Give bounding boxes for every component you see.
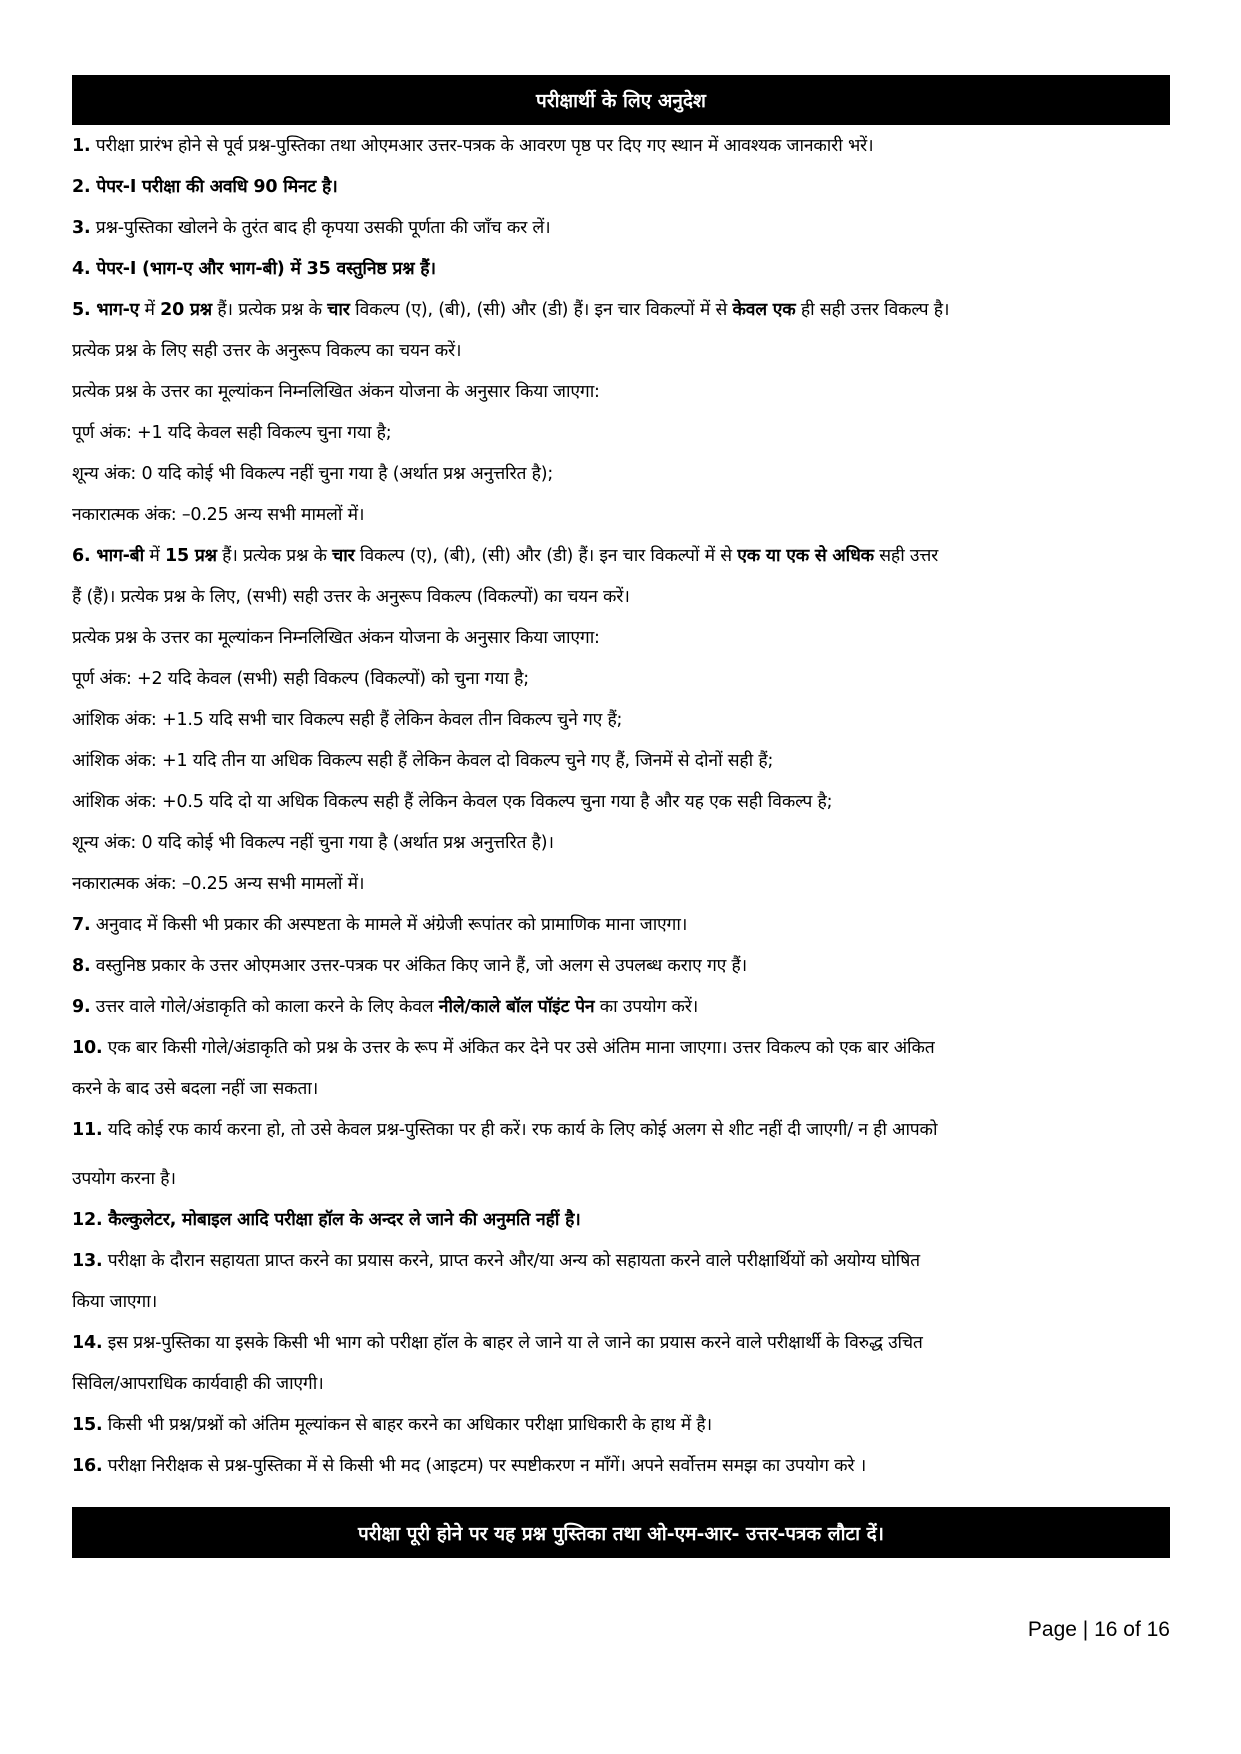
instruction-6-partial-marks-1: आंशिक अंक: +1.5 यदि सभी चार विकल्प सही हैं लेकिन केवल तीन विकल्प चुने गए हैं; — [72, 710, 623, 730]
part-label: भाग-बी — [90, 546, 145, 566]
instruction-text: का उपयोग करें। — [594, 997, 699, 1017]
instruction-text: विकल्प (ए), (बी), (सी) और (डी) हैं। इन चार विकल्पों में से — [349, 300, 733, 320]
instruction-text: ही सही उत्तर विकल्प है। — [795, 300, 950, 320]
instruction-number: 15. — [72, 1415, 103, 1435]
instruction-6-partial-marks-2: आंशिक अंक: +1 यदि तीन या अधिक विकल्प सही हैं लेकिन केवल दो विकल्प चुने गए हैं, जिनमें से दोनों सही हैं; — [72, 751, 774, 771]
instruction-2 — [72, 167, 1172, 208]
part-label: भाग-ए — [90, 300, 140, 320]
emphasis-one-or-more: एक या एक से अधिक — [737, 546, 874, 566]
instruction-number: 13. — [72, 1251, 103, 1271]
instruction-15 — [72, 1405, 1172, 1446]
instruction-6-full-marks: पूर्ण अंक: +2 यदि केवल (सभी) सही विकल्प (विकल्पों) को चुना गया है; — [72, 669, 529, 689]
instruction-5 — [72, 290, 1172, 331]
instruction-text: उत्तर वाले गोले/अंडाकृति को काला करने के लिए केवल — [90, 997, 439, 1017]
instruction-text: परीक्षा के दौरान सहायता प्राप्त करने का प्रयास करने, प्राप्त करने और/या अन्य को सहायता करने वाले परीक्षार्थियों को अयोग्य घोषित — [102, 1251, 920, 1271]
instruction-6-partial-marks-3: आंशिक अंक: +0.5 यदि दो या अधिक विकल्प सही हैं लेकिन केवल एक विकल्प चुना गया है और यह एक सही विकल्प है; — [72, 792, 833, 812]
instruction-9 — [72, 987, 1172, 1028]
instruction-number: 16. — [72, 1456, 103, 1476]
emphasis-four: चार — [327, 300, 350, 320]
instruction-5-zero-marks: शून्य अंक: 0 यदि कोई भी विकल्प नहीं चुना गया है (अर्थात प्रश्न अनुत्तरित है); — [72, 464, 554, 484]
instruction-10-line-2: करने के बाद उसे बदला नहीं जा सकता। — [72, 1079, 319, 1099]
instruction-number: 9. — [72, 997, 91, 1017]
instruction-number: 1. — [72, 136, 91, 156]
return-notice-bar — [72, 1507, 1170, 1558]
instruction-text: प्रश्न-पुस्तिका खोलने के तुरंत बाद ही कृपया उसकी पूर्णता की जाँच कर लें। — [90, 218, 551, 238]
instruction-text: कैल्कुलेटर, मोबाइल आदि परीक्षा हॉल के अन्दर ले जाने की अनुमति नहीं है। — [102, 1210, 581, 1230]
instruction-number: 14. — [72, 1333, 103, 1353]
instructions-heading-bar — [72, 75, 1170, 125]
instruction-number: 3. — [72, 218, 91, 238]
instruction-6-line-3: प्रत्येक प्रश्न के उत्तर का मूल्यांकन निम्नलिखित अंकन योजना के अनुसार किया जाएगा: — [72, 628, 600, 648]
instruction-5-line-3: प्रत्येक प्रश्न के उत्तर का मूल्यांकन निम्नलिखित अंकन योजना के अनुसार किया जाएगा: — [72, 382, 600, 402]
instruction-text: किसी भी प्रश्न/प्रश्नों को अंतिम मूल्यांकन से बाहर करने का अधिकार परीक्षा प्राधिकारी के हाथ में है। — [102, 1415, 712, 1435]
instruction-text: पेपर-I (भाग-ए और भाग-बी) में 35 वस्तुनिष्ठ प्रश्न हैं। — [90, 259, 436, 279]
instruction-13 — [72, 1241, 1172, 1282]
instruction-10 — [72, 1028, 1172, 1069]
instruction-6-zero-marks: शून्य अंक: 0 यदि कोई भी विकल्प नहीं चुना गया है (अर्थात प्रश्न अनुत्तरित है)। — [72, 833, 554, 853]
instruction-7 — [72, 905, 1172, 946]
instruction-number: 5. — [72, 300, 91, 320]
instruction-text: विकल्प (ए), (बी), (सी) और (डी) हैं। इन चार विकल्पों में से — [354, 546, 738, 566]
return-notice: परीक्षा पूरी होने पर यह प्रश्न पुस्तिका तथा ओ-एम-आर- उत्तर-पत्रक लौटा दें। — [358, 1522, 884, 1545]
instruction-6-negative-marks: नकारात्मक अंक: –0.25 अन्य सभी मामलों में। — [72, 874, 365, 894]
instruction-text: सही उत्तर — [873, 546, 939, 566]
emphasis-pen: नीले/काले बॉल पॉइंट पेन — [438, 997, 595, 1017]
instruction-6 — [72, 536, 1172, 577]
instruction-text: हैं। प्रत्येक प्रश्न के — [211, 300, 328, 320]
instruction-14 — [72, 1323, 1172, 1364]
instruction-number: 6. — [72, 546, 91, 566]
instruction-11 — [72, 1110, 1172, 1151]
instruction-text: परीक्षा निरीक्षक से प्रश्न-पुस्तिका में से किसी भी मद (आइटम) पर स्पष्टीकरण न माँगें। अपने सर्वोत्तम समझ का उपयोग करे । — [102, 1456, 867, 1476]
instruction-5-line-2: प्रत्येक प्रश्न के लिए सही उत्तर के अनुरूप विकल्प का चयन करें। — [72, 341, 462, 361]
instruction-number: 12. — [72, 1210, 103, 1230]
instruction-14-line-2: सिविल/आपराधिक कार्यवाही की जाएगी। — [72, 1374, 324, 1394]
instruction-text: यदि कोई रफ कार्य करना हो, तो उसे केवल प्रश्न-पुस्तिका पर ही करें। रफ कार्य के लिए कोई अलग से शीट नहीं दी जाएगी/ न ही आपको — [102, 1120, 938, 1140]
instruction-text: इस प्रश्न-पुस्तिका या इसके किसी भी भाग को परीक्षा हॉल के बाहर ले जाने या ले जाने का प्रयास करने वाले परीक्षार्थी के विरुद्ध उचित — [102, 1333, 923, 1353]
instruction-11-line-2: उपयोग करना है। — [72, 1169, 176, 1189]
instructions-heading: परीक्षार्थी के लिए अनुदेश — [536, 90, 706, 112]
instruction-4 — [72, 249, 1172, 290]
instruction-8 — [72, 946, 1172, 987]
instruction-6-line-2: हैं (हैं)। प्रत्येक प्रश्न के लिए, (सभी) सही उत्तर के अनुरूप विकल्प (विकल्पों) का चयन करें। — [72, 587, 630, 607]
question-count: 20 प्रश्न — [160, 300, 212, 320]
instruction-5-negative-marks: नकारात्मक अंक: –0.25 अन्य सभी मामलों में। — [72, 505, 365, 525]
instructions-list — [72, 126, 1172, 1487]
instruction-text: एक बार किसी गोले/अंडाकृति को प्रश्न के उत्तर के रूप में अंकित कर देने पर उसे अंतिम माना जाएगा। उत्तर विकल्प को एक बार अंकित — [102, 1038, 935, 1058]
instruction-3 — [72, 208, 1172, 249]
instruction-5-full-marks: पूर्ण अंक: +1 यदि केवल सही विकल्प चुना गया है; — [72, 423, 392, 443]
instruction-number: 10. — [72, 1038, 103, 1058]
instruction-number: 4. — [72, 259, 91, 279]
instruction-text: में — [144, 546, 166, 566]
question-count: 15 प्रश्न — [165, 546, 217, 566]
emphasis-only-one: केवल एक — [732, 300, 796, 320]
instruction-16 — [72, 1446, 1172, 1487]
instruction-12 — [72, 1200, 1172, 1241]
instruction-text: पेपर-I परीक्षा की अवधि 90 मिनट है। — [90, 177, 338, 197]
instruction-text: हैं। प्रत्येक प्रश्न के — [216, 546, 333, 566]
instruction-number: 11. — [72, 1120, 103, 1140]
emphasis-four: चार — [332, 546, 355, 566]
instruction-text: अनुवाद में किसी भी प्रकार की अस्पष्टता के मामले में अंग्रेजी रूपांतर को प्रामाणिक माना जाएगा। — [90, 915, 688, 935]
instruction-1 — [72, 126, 1172, 167]
instruction-text: में — [139, 300, 161, 320]
instruction-number: 7. — [72, 915, 91, 935]
page-number: Page | 16 of 16 — [1027, 1618, 1170, 1641]
instruction-number: 2. — [72, 177, 91, 197]
instruction-text: वस्तुनिष्ठ प्रकार के उत्तर ओएमआर उत्तर-पत्रक पर अंकित किए जाने हैं, जो अलग से उपलब्ध कराए गए हैं। — [90, 956, 747, 976]
instruction-text: परीक्षा प्रारंभ होने से पूर्व प्रश्न-पुस्तिका तथा ओएमआर उत्तर-पत्रक के आवरण पृष्ठ पर दिए गए स्थान में आवश्यक जानकारी भरें। — [90, 136, 874, 156]
instruction-number: 8. — [72, 956, 91, 976]
instruction-13-line-2: किया जाएगा। — [72, 1292, 158, 1312]
